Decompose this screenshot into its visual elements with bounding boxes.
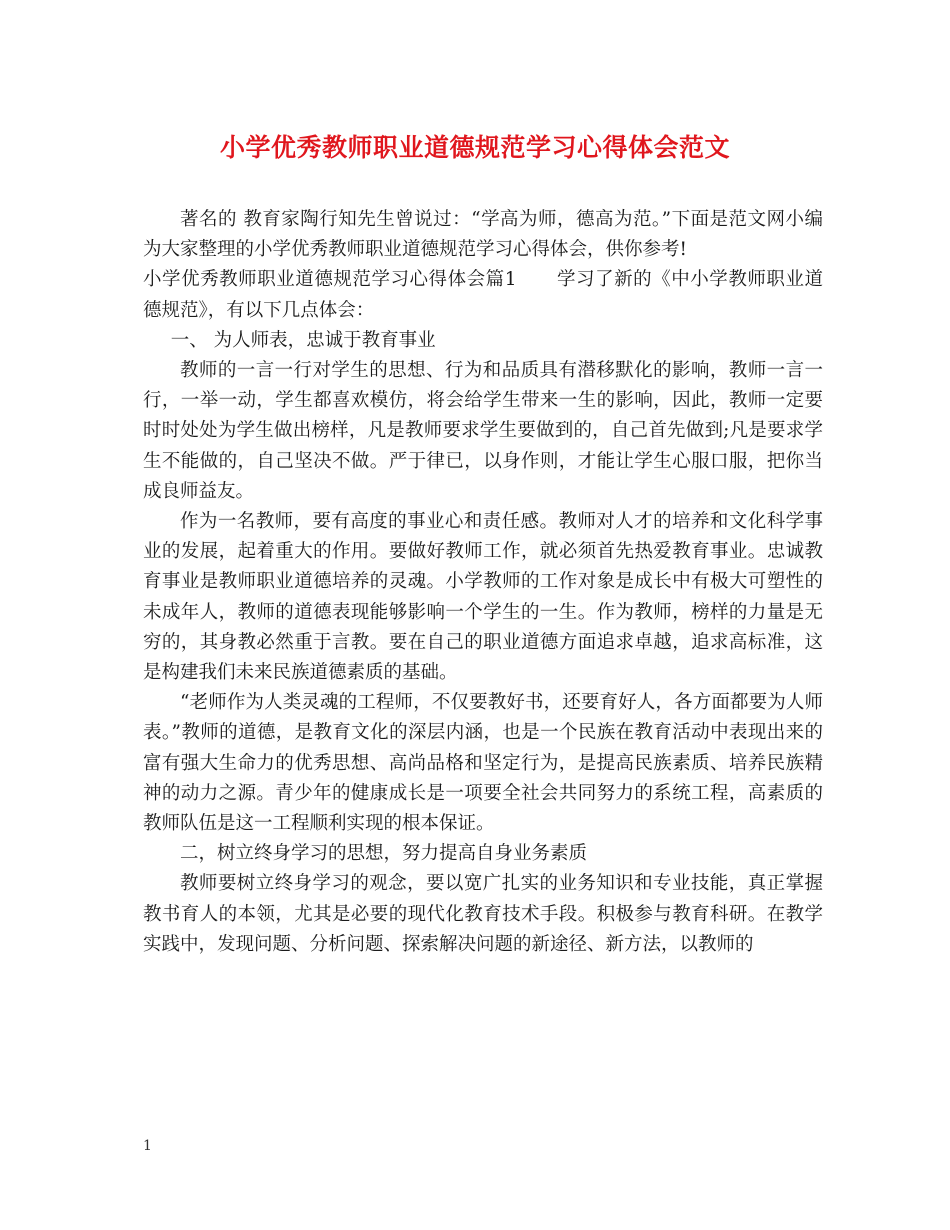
body-paragraph: 教师的一言一行对学生的思想、行为和品质具有潜移默化的影响，教师一言一行，一举一动，学生都喜欢模仿，将会给学生带来一生的影响，因此，教师一定要时时处处为学生做出榜样，凡是教师要求学生要做到的，自己首先做到;凡是要求学生不能做的，自己坚决不做。严于律已，以身作则，才能让学生心服口服，把你当成良师益友。 [143, 360, 823, 502]
document-title: 小学优秀教师职业道德规范学习心得体会范文 [219, 133, 730, 162]
section-heading-1: 一、 为人师表，忠诚于教育事业 [170, 329, 436, 351]
article-heading: 小学优秀教师职业道德规范学习心得体会篇1 [143, 269, 517, 291]
page-number: 1 [143, 1138, 152, 1154]
document-body [143, 205, 823, 960]
body-paragraph: 教师要树立终身学习的观念，要以宽广扎实的业务知识和专业技能，真正掌握教书育人的本领，尤其是必要的现代化教育技术手段。积极参与教育科研。在教学实践中，发现问题、分析问题、探索解决问题的新途径、新方法，以教师的 [143, 873, 823, 955]
article-lead: 学习了新的《中小学教师职业道德规范》，有以下几点体会： [143, 269, 823, 321]
intro-paragraph: 著名的 教育家陶行知先生曾说过：“学高为师，德高为范。”下面是范文网小编为大家整理的小学优秀教师职业道德规范学习心得体会，供你参考! [143, 209, 823, 261]
article-heading-line [143, 265, 823, 325]
body-paragraph: “老师作为人类灵魂的工程师，不仅要教好书，还要育好人，各方面都要为人师表。”教师的道德，是教育文化的深层内涵，也是一个民族在教育活动中表现出来的富有强大生命力的优秀思想、高尚品格和坚定行为，是提高民族素质、培养民族精神的动力之源。青少年的健康成长是一项要全社会共同努力的系统工程，高素质的教师队伍是这一工程顺利实现的根本保证。 [143, 692, 823, 835]
body-paragraph: 作为一名教师，要有高度的事业心和责任感。教师对人才的培养和文化科学事业的发展，起着重大的作用。要做好教师工作，就必须首先热爱教育事业。忠诚教育事业是教师职业道德培养的灵魂。小学教师的工作对象是成长中有极大可塑性的未成年人，教师的道德表现能够影响一个学生的一生。作为教师，榜样的力量是无穷的，其身教必然重于言教。要在自己的职业道德方面追求卓越，追求高标准，这是构建我们未来民族道德素质的基础。 [143, 511, 823, 684]
section-heading-2: 二，树立终身学习的思想，努力提高自身业务素质 [180, 843, 588, 865]
